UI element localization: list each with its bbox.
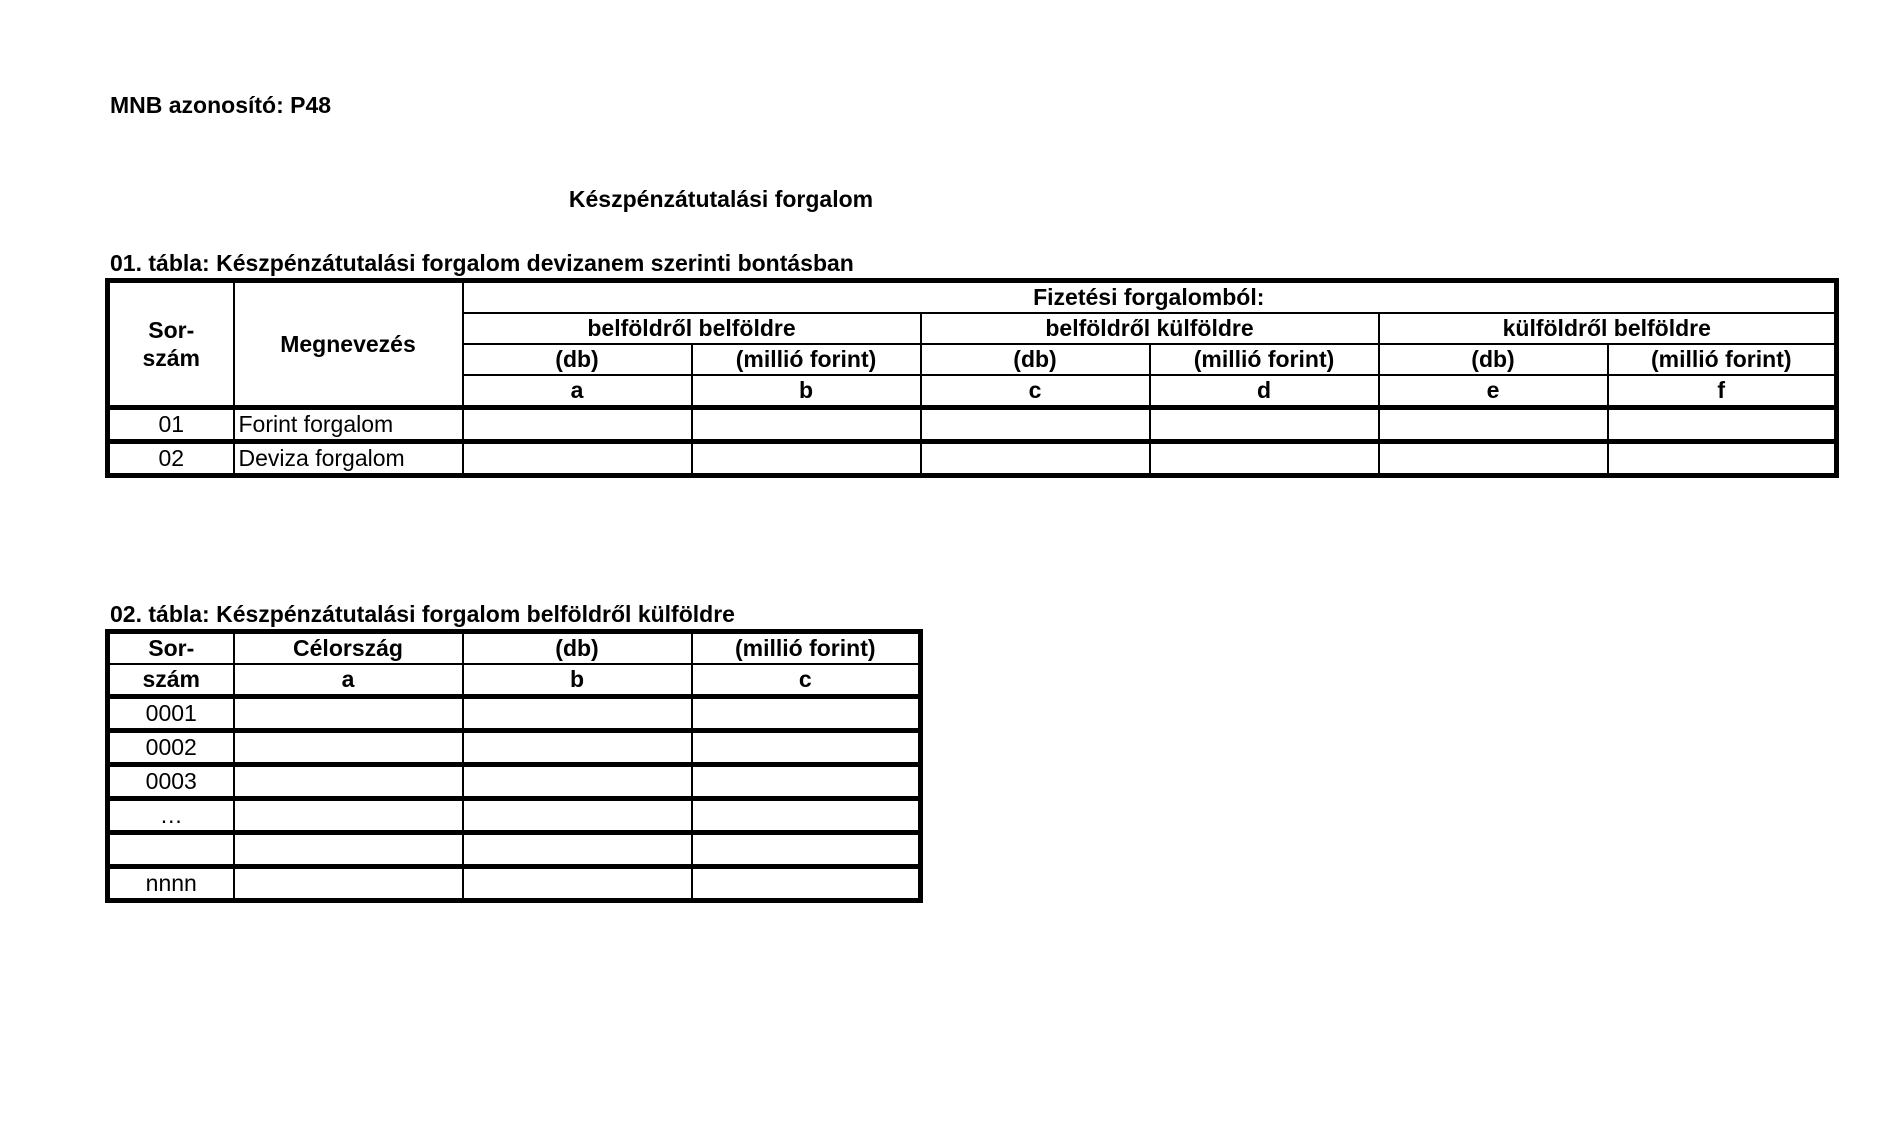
table1-letter: a bbox=[463, 375, 692, 408]
table1-header-sub3: külföldről belföldre bbox=[1379, 313, 1837, 344]
page-title: Készpénzátutalási forgalom bbox=[568, 186, 874, 212]
table1 bbox=[105, 278, 1839, 478]
table-row bbox=[108, 799, 921, 833]
table-row bbox=[108, 408, 1837, 442]
table-row bbox=[108, 731, 921, 765]
cell[interactable] bbox=[463, 697, 692, 731]
row-code bbox=[108, 833, 234, 867]
cell[interactable] bbox=[463, 442, 692, 476]
cell[interactable] bbox=[692, 833, 921, 867]
table2-letter: c bbox=[692, 664, 921, 697]
cell[interactable] bbox=[692, 408, 921, 442]
row-code: nnnn bbox=[108, 867, 234, 901]
table2-letter: a bbox=[234, 664, 463, 697]
cell[interactable] bbox=[692, 765, 921, 799]
cell[interactable] bbox=[234, 697, 463, 731]
table2-header-country: Célország bbox=[234, 632, 463, 665]
cell[interactable] bbox=[921, 442, 1150, 476]
cell[interactable] bbox=[692, 731, 921, 765]
table2-caption: 02. tábla: Készpénzátutalási forgalom belföldről külföldre bbox=[110, 601, 735, 627]
table1-letter: f bbox=[1608, 375, 1837, 408]
cell[interactable] bbox=[1150, 442, 1379, 476]
cell[interactable] bbox=[234, 731, 463, 765]
table1-letter: d bbox=[1150, 375, 1379, 408]
table1-header-mft: (millió forint) bbox=[1150, 344, 1379, 375]
table1-header-name: Megnevezés bbox=[234, 281, 463, 408]
cell[interactable] bbox=[463, 765, 692, 799]
cell[interactable] bbox=[463, 799, 692, 833]
table2-header-szam: szám bbox=[108, 664, 234, 697]
table2-header-sor: Sor- bbox=[108, 632, 234, 665]
cell[interactable] bbox=[463, 731, 692, 765]
table-row bbox=[108, 442, 1837, 476]
table1-header-db: (db) bbox=[463, 344, 692, 375]
table1-header-mft: (millió forint) bbox=[692, 344, 921, 375]
table1-letter: b bbox=[692, 375, 921, 408]
table1-header-sub2: belföldről külföldre bbox=[921, 313, 1379, 344]
cell[interactable] bbox=[463, 408, 692, 442]
cell[interactable] bbox=[234, 765, 463, 799]
cell[interactable] bbox=[463, 867, 692, 901]
row-code: 0002 bbox=[108, 731, 234, 765]
table1-letter: c bbox=[921, 375, 1150, 408]
table1-header-mft: (millió forint) bbox=[1608, 344, 1837, 375]
table-row bbox=[108, 697, 921, 731]
cell[interactable] bbox=[692, 442, 921, 476]
row-code: 01 bbox=[108, 408, 234, 442]
table1-header-sorszam: Sor- szám bbox=[108, 281, 234, 408]
cell[interactable] bbox=[234, 867, 463, 901]
table1-header-db: (db) bbox=[1379, 344, 1608, 375]
table1-header-db: (db) bbox=[921, 344, 1150, 375]
mnb-identifier: MNB azonosító: P48 bbox=[110, 92, 332, 118]
cell[interactable] bbox=[1608, 442, 1837, 476]
table2-header-db: (db) bbox=[463, 632, 692, 665]
table1-letter: e bbox=[1379, 375, 1608, 408]
row-code: 02 bbox=[108, 442, 234, 476]
row-code: 0001 bbox=[108, 697, 234, 731]
cell[interactable] bbox=[234, 833, 463, 867]
table1-header-group: Fizetési forgalomból: bbox=[463, 281, 1837, 314]
cell[interactable] bbox=[1150, 408, 1379, 442]
row-name: Deviza forgalom bbox=[234, 442, 463, 476]
row-code: 0003 bbox=[108, 765, 234, 799]
table2 bbox=[105, 629, 923, 903]
cell[interactable] bbox=[1379, 408, 1608, 442]
table-row bbox=[108, 765, 921, 799]
table2-header-mft: (millió forint) bbox=[692, 632, 921, 665]
cell[interactable] bbox=[692, 867, 921, 901]
cell[interactable] bbox=[1608, 408, 1837, 442]
cell[interactable] bbox=[921, 408, 1150, 442]
cell[interactable] bbox=[1379, 442, 1608, 476]
row-name: Forint forgalom bbox=[234, 408, 463, 442]
cell[interactable] bbox=[692, 799, 921, 833]
table1-caption: 01. tábla: Készpénzátutalási forgalom devizanem szerinti bontásban bbox=[110, 250, 854, 276]
cell[interactable] bbox=[234, 799, 463, 833]
table2-letter: b bbox=[463, 664, 692, 697]
cell[interactable] bbox=[692, 697, 921, 731]
table1-header-sub1: belföldről belföldre bbox=[463, 313, 921, 344]
cell[interactable] bbox=[463, 833, 692, 867]
table-row bbox=[108, 867, 921, 901]
table-row bbox=[108, 833, 921, 867]
row-code: … bbox=[108, 799, 234, 833]
